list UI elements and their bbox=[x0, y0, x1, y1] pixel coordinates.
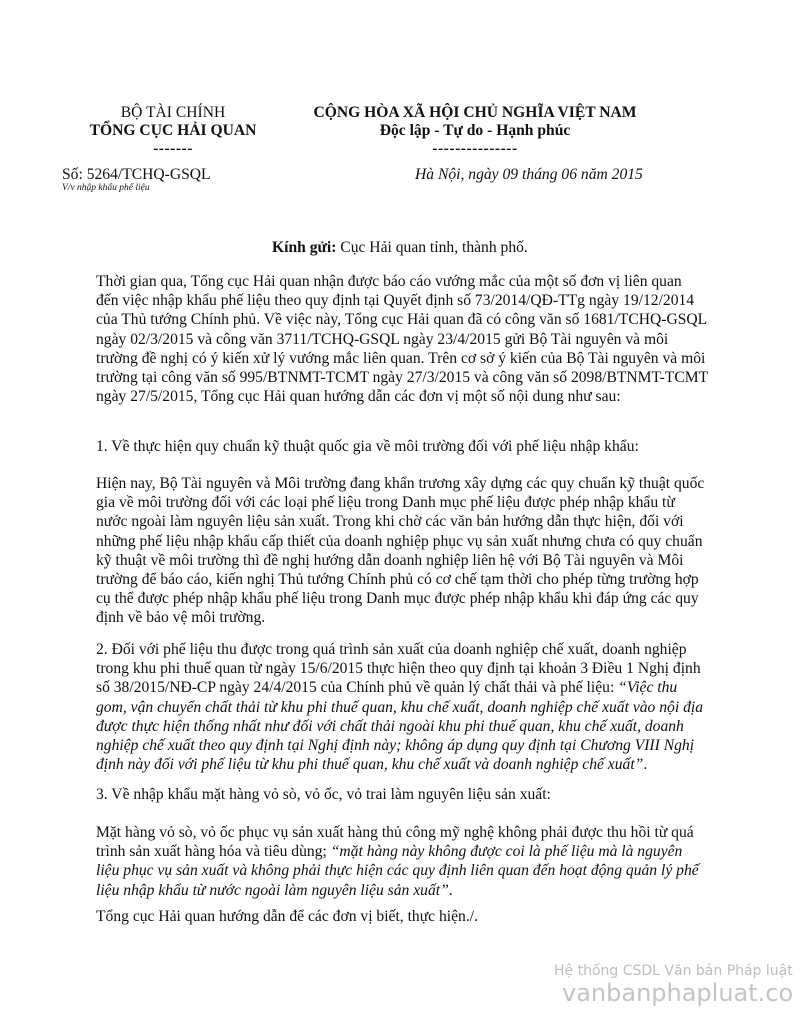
recipient-label: Kính gửi: bbox=[272, 239, 337, 256]
watermark-site: vanbanphapluat.co bbox=[562, 979, 794, 1007]
section-3-text: Mặt hàng vỏ sò, vỏ ốc phục vụ sản xuất hàng thủ công mỹ nghệ không phải được thu hồi từ quá trình sản xuất hàng hóa và tiêu dùng; bbox=[96, 824, 694, 861]
header-left-divider: ------- bbox=[153, 140, 193, 157]
closing-line: Tổng cục Hải quan hướng dẫn để các đơn vị biết, thực hiện./. bbox=[96, 908, 478, 925]
document-subject: V/v nhập khẩu phế liệu bbox=[62, 183, 150, 193]
recipient-value: Cục Hải quan tỉnh, thành phố. bbox=[336, 239, 528, 256]
header-right-divider: --------------- bbox=[432, 140, 518, 157]
section-1-title: 1. Về thực hiện quy chuẩn kỹ thuật quốc gia về môi trường đối với phế liệu nhập khẩu: bbox=[96, 438, 639, 455]
place-date: Hà Nội, ngày 09 tháng 06 năm 2015 bbox=[415, 166, 643, 183]
section-3-paragraph bbox=[96, 823, 708, 900]
section-3-title: 3. Về nhập khẩu mặt hàng vỏ sò, vỏ ốc, vỏ trai làm nguyên liệu sản xuất: bbox=[96, 786, 551, 803]
country-name: CỘNG HÒA XÃ HỘI CHỦ NGHĨA VIỆT NAM bbox=[313, 104, 637, 121]
section-2-paragraph bbox=[96, 640, 708, 774]
section-2-text: 2. Đối với phế liệu thu được trong quá trình sản xuất của doanh nghiệp chế xuất, doanh nghiệp trong khu phi thuế quan từ ngày 15/6/2015 thực hiện theo quy định tại khoản 3 Điều 1 Nghị định số 38/2015/NĐ-CP ngày 24/4/2015 của Chính phủ về quản lý chất thải và phế liệu: bbox=[96, 641, 701, 697]
document-number: Số: 5264/TCHQ-GSQL bbox=[62, 166, 211, 183]
watermark-caption: Hệ thống CSDL Văn bản Pháp luật bbox=[554, 963, 793, 979]
department-name: TỔNG CỤC HẢI QUAN bbox=[89, 122, 257, 139]
section-1-body: Hiện nay, Bộ Tài nguyên và Môi trường đang khẩn trương xây dựng các quy chuẩn kỹ thuật quốc gia về môi trường đối với các loại phế liệu trong Danh mục phế liệu được phép nhập khẩu từ nước ngoài làm nguyên liệu sản xuất. Trong khi chờ các văn bản hướng dẫn thực hiện, đối với những phế liệu nhập khẩu cấp thiết của doanh nghiệp phục vụ sản xuất nhưng chưa có quy chuẩn kỹ thuật về môi trường thì đề nghị hướng dẫn doanh nghiệp liên hệ với Bộ Tài nguyên và Môi trường để báo cáo, kiến nghị Thủ tướng Chính phủ có cơ chế tạm thời cho phép từng trường hợp cụ thể được phép nhập khẩu phế liệu trong Danh mục được phép nhập khẩu khi đáp ứng các quy định về bảo vệ môi trường. bbox=[96, 475, 705, 627]
intro-paragraph: Thời gian qua, Tổng cục Hải quan nhận được báo cáo vướng mắc của một số đơn vị liên quan đến việc nhập khẩu phế liệu theo quy định tại Quyết định số 73/2014/QĐ-TTg ngày 19/12/2014 của Thủ tướng Chính phủ. Về việc này, Tổng cục Hải quan đã có công văn số 1681/TCHQ-GSQL ngày 02/3/2015 và công văn 3711/TCHQ-GSQL ngày 23/4/2015 gửi Bộ Tài nguyên và môi trường đề nghị có ý kiến xử lý vướng mắc liên quan. Trên cơ sở ý kiến của Bộ Tài nguyên và môi trường tại công văn số 995/BTNMT-TCMT ngày 27/3/2015 và công văn số 2098/BTNMT-TCMT ngày 27/5/2015, Tổng cục Hải quan hướng dẫn các đơn vị một số nội dung như sau: bbox=[96, 273, 708, 406]
section-2-end: . bbox=[643, 756, 648, 774]
section-2-quote: “Việc thu gom, vận chuyển chất thải từ khu phi thuế quan, khu chế xuất, doanh nghiệp chế xuất vào nội địa được thực hiện thống nhất như đối với chất thải ngoài khu phi thuế quan, khu chế xuất, doanh nghiệp chế xuất theo quy định tại Nghị định này; không áp dụng quy định tại Chương VIII Nghị định này đối với phế liệu từ khu phi thuế quan, khu chế xuất và doanh nghiệp chế xuất” bbox=[96, 679, 703, 774]
national-motto: Độc lập - Tự do - Hạnh phúc bbox=[379, 122, 571, 139]
recipient-line bbox=[272, 238, 528, 257]
section-3-end: . bbox=[448, 881, 453, 899]
ministry-name: BỘ TÀI CHÍNH bbox=[120, 104, 226, 121]
section-3-quote: “mặt hàng này không được coi là phế liệu mà là nguyên liệu phục vụ sản xuất và không phải thực hiện các quy định liên quan đến hoạt động quản lý phế liệu nhập khẩu từ nước ngoài làm nguyên liệu sản xuất” bbox=[96, 843, 699, 899]
